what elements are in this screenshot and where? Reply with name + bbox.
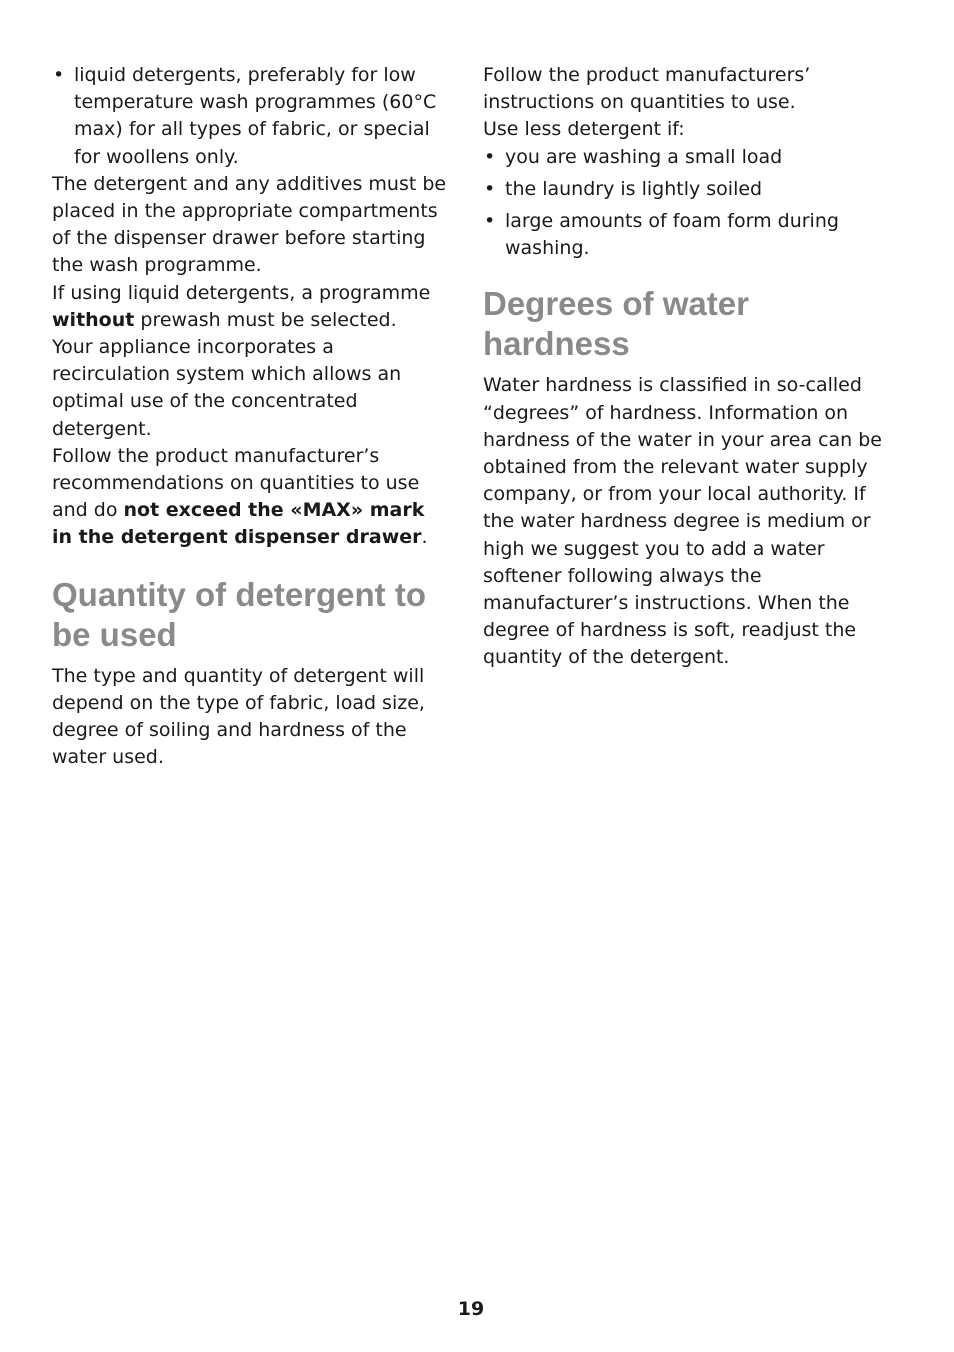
list-item [483,144,895,171]
hardness-paragraph: Water hardness is classified in so-called “degrees” of hardness. Information on hardness of the water in your area can be obtained from the relevant water supply company, or from your local authority. If the water hardness degree is medium or high we suggest you to add a water softener following always the manufacturer’s instructions. When the degree of hardness is soft, readjust the quantity of the detergent. [483,374,882,669]
text-run: prewash must be selected. [134,308,397,331]
follow-recommendations-paragraph [52,443,450,552]
additives-paragraph: The detergent and any additives must be placed in the appropriate compartments of the dispenser drawer before starting the wash programme. [52,172,447,277]
section-heading-hardness: Degrees of water hardness [483,285,749,363]
bullet-icon: • [53,64,65,86]
section-heading-quantity: Quantity of detergent to be used [52,575,426,653]
left-column [52,62,450,771]
text-run: If using liquid detergents, a programme [52,281,431,304]
liquid-detergent-paragraph [52,280,450,334]
emphasis-text: not exceed the «MAX» mark in the detergent dispenser drawer [52,499,425,549]
text-run: . [421,526,428,549]
list-item [483,176,895,203]
right-column [483,62,895,672]
list-item [52,62,450,171]
list-item [483,208,895,262]
type-quantity-paragraph: The type and quantity of detergent will depend on the type of fabric, load size, degree of soiling and hardness of the water used. [52,664,425,769]
recirculation-paragraph: Your appliance incorporates a recirculation system which allows an optimal use of the concentrated detergent. [52,336,402,440]
list-item-text: you are washing a small load [505,145,783,168]
bullet-icon: • [484,145,496,168]
list-item-text: the laundry is lightly soiled [505,177,763,200]
text-run: Follow the product manufacturer’s recommendations on quantities to use and do [52,444,420,522]
bullet-icon: • [484,177,496,200]
use-less-paragraph: Use less detergent if: [483,118,685,141]
emphasis-text: without [52,308,135,331]
follow-instructions-paragraph: Follow the product manufacturers’ instructions on quantities to use. [483,64,811,114]
use-less-list [483,144,895,263]
bullet-icon: • [484,210,496,233]
detergent-type-list [52,62,450,171]
list-item-text: liquid detergents, preferably for low temperature wash programmes (60°C max) for all types of fabric, or special for woollens only. [74,64,437,168]
page-number: 19 [457,1298,485,1320]
list-item-text: large amounts of foam form during washing. [505,210,839,260]
